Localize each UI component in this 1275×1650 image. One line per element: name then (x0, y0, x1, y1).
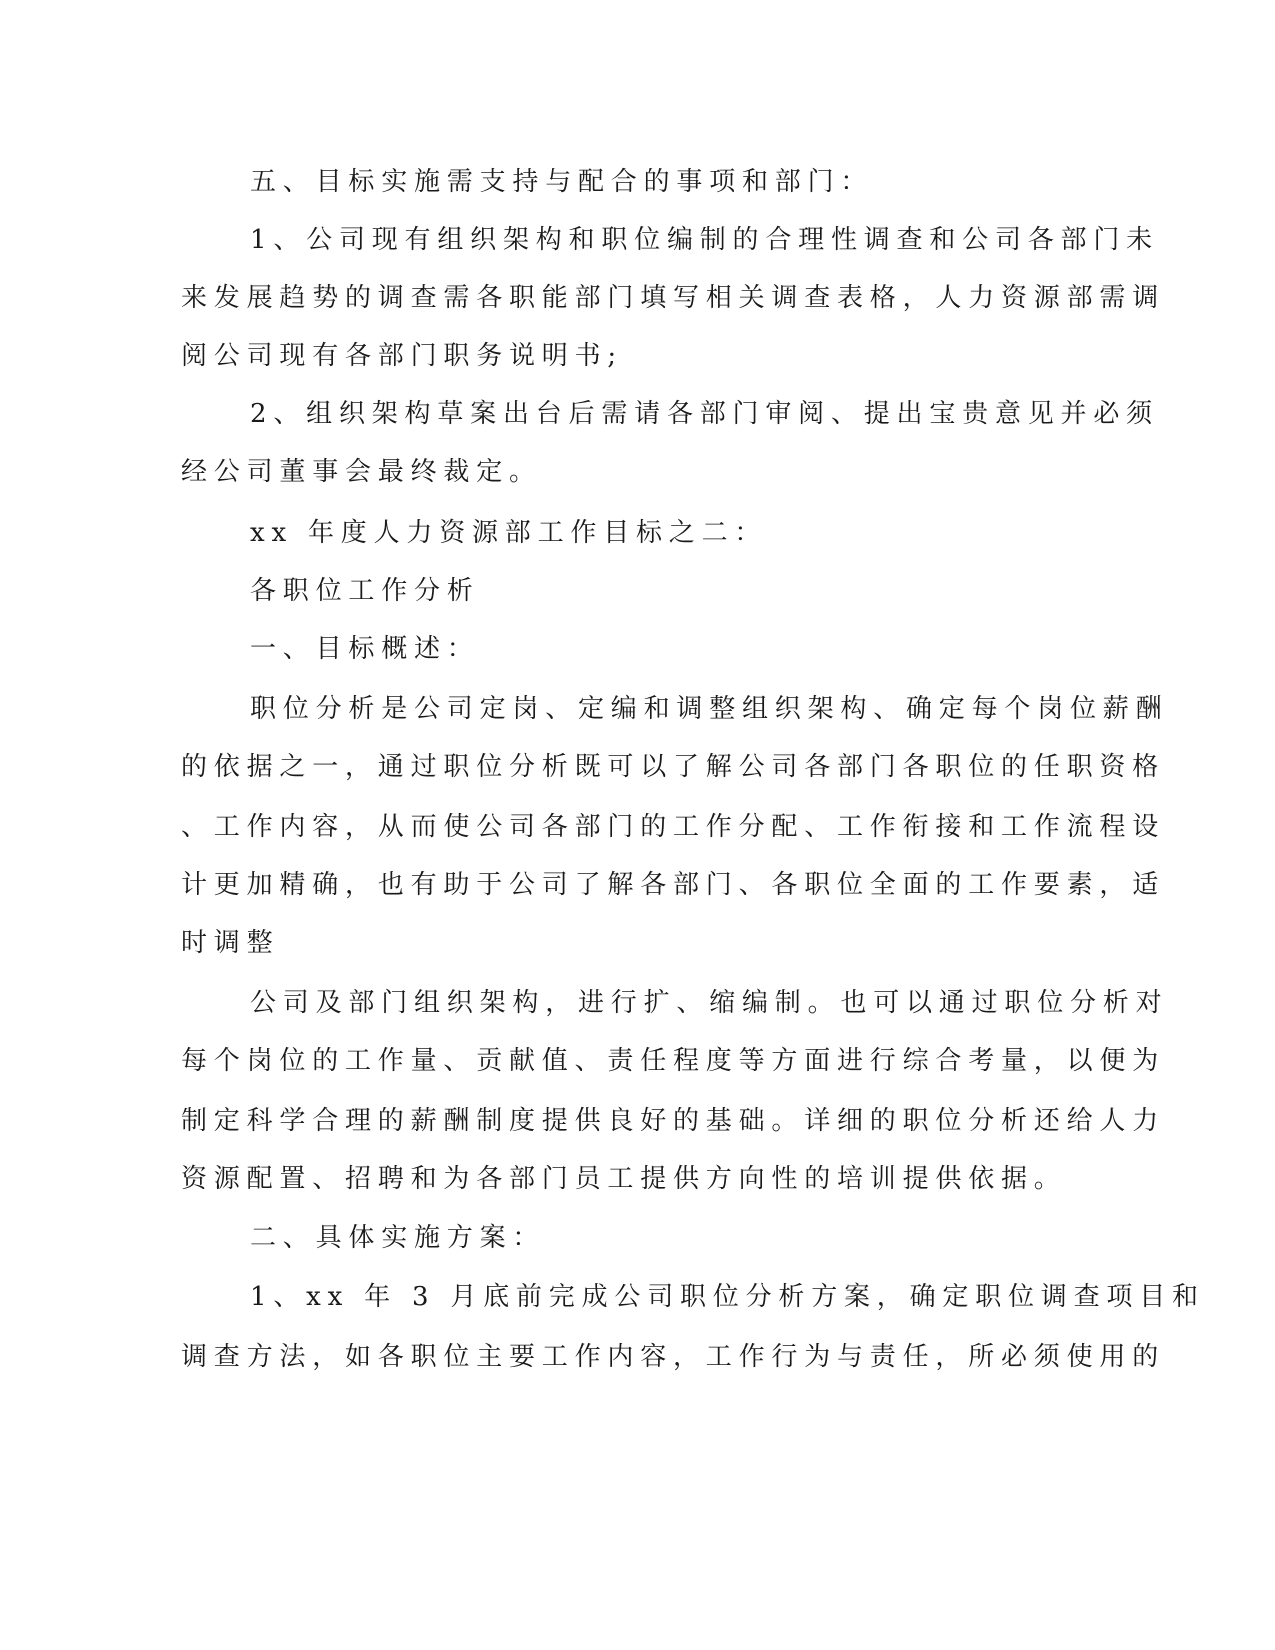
section-heading-support: 五、目标实施需支持与配合的事项和部门： (250, 167, 874, 197)
paragraph-line: 公司及部门组织架构，进行扩、缩编制。也可以通过职位分析对 (250, 988, 1169, 1018)
paragraph-line: 经公司董事会最终裁定。 (181, 457, 542, 487)
section-heading-plan: 二、具体实施方案： (250, 1223, 546, 1253)
paragraph-line: 2、组织架构草案出台后需请各部门审阅、提出宝贵意见并必须 (250, 399, 1159, 429)
paragraph-line: 职位分析是公司定岗、定编和调整组织架构、确定每个岗位薪酬 (250, 694, 1169, 724)
paragraph-line: 来发展趋势的调查需各职能部门填写相关调查表格，人力资源部需调 (181, 283, 1166, 313)
section-heading-overview: 一、目标概述： (250, 634, 480, 664)
paragraph-line: 每个岗位的工作量、贡献值、责任程度等方面进行综合考量，以便为 (181, 1046, 1166, 1076)
paragraph-line: 调查方法，如各职位主要工作内容，工作行为与责任，所必须使用的 (181, 1342, 1166, 1372)
goal-subtitle: 各职位工作分析 (250, 576, 480, 606)
paragraph-line: 计更加精确，也有助于公司了解各部门、各职位全面的工作要素，适 (181, 870, 1166, 900)
paragraph-line: 资源配置、招聘和为各部门员工提供方向性的培训提供依据。 (181, 1164, 1067, 1194)
paragraph-line: 1、xx 年 3 月底前完成公司职位分析方案，确定职位调查项目和 (250, 1282, 1205, 1312)
paragraph-line: 、工作内容，从而使公司各部门的工作分配、工作衔接和工作流程设 (181, 812, 1166, 842)
paragraph-line: 阅公司现有各部门职务说明书; (181, 341, 623, 371)
paragraph-line: 的依据之一，通过职位分析既可以了解公司各部门各职位的任职资格 (181, 752, 1166, 782)
goal-title: xx 年度人力资源部工作目标之二： (250, 518, 768, 548)
paragraph-line: 1、公司现有组织架构和职位编制的合理性调查和公司各部门未 (250, 225, 1159, 255)
paragraph-line: 时调整 (181, 928, 280, 958)
paragraph-line: 制定科学合理的薪酬制度提供良好的基础。详细的职位分析还给人力 (181, 1106, 1166, 1136)
